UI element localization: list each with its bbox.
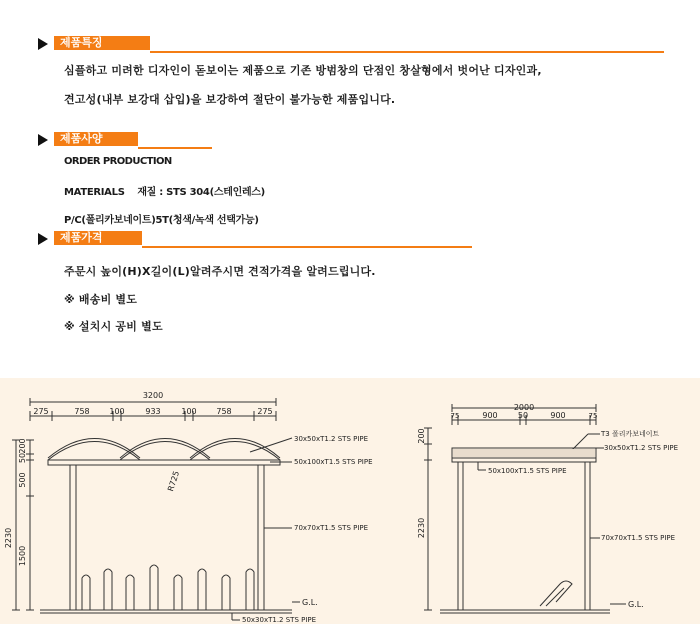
- section-price-title: 제품가격: [60, 231, 103, 244]
- dim-segment: 275: [257, 407, 273, 416]
- dim-segment: 900: [550, 411, 566, 420]
- specs-line-2: MATERIALS 재질 : STS 304(스테인레스): [64, 187, 265, 198]
- dim-segment: 75: [588, 412, 598, 420]
- label-cover: T3 폴리카보네이트: [601, 430, 660, 438]
- price-line-1: 주문시 높이(H)X길이(L)알려주시면 견적가격을 알려드립니다.: [64, 265, 376, 278]
- price-line-2: ※ 배송비 별도: [64, 293, 138, 306]
- specs-line-1: ORDER PRODUCTION: [64, 156, 172, 167]
- dim-segment: 100: [181, 407, 197, 416]
- features-line-2: 견고성(내부 보강대 삽입)을 보강하여 절단이 불가능한 제품입니다.: [64, 93, 396, 106]
- section-divider: [142, 246, 472, 248]
- label-base: 50x30xT1.2 STS PIPE: [242, 616, 317, 624]
- section-divider: [150, 51, 664, 53]
- dim-segment: 758: [216, 407, 232, 416]
- dim-height-part: 500: [18, 472, 27, 488]
- section-specs-title: 제품사양: [60, 132, 103, 145]
- dim-height-part: 1500: [18, 545, 27, 567]
- section-features-tab: [54, 36, 150, 50]
- dim-total-width: 3200: [142, 391, 164, 400]
- label-ground: G.L.: [302, 598, 318, 607]
- dim-total-width-right: 2000: [513, 403, 535, 412]
- technical-drawing: [0, 378, 700, 624]
- dim-segment: 900: [482, 411, 498, 420]
- dim-height-total: 2230: [4, 527, 13, 549]
- section-features-title: 제품특징: [60, 36, 103, 49]
- dim-segment: 75: [450, 412, 460, 420]
- section-price-tab: [54, 231, 142, 245]
- section-price-header: [38, 231, 478, 249]
- label-top-pipe-right: 30x50xT1.2 STS PIPE: [604, 444, 679, 452]
- dim-height-part: 200: [18, 438, 27, 454]
- features-line-1: 심플하고 미려한 디자인이 돋보이는 제품으로 기존 방범창의 단점인 창살형에서 벗어난 디자인과,: [64, 64, 542, 77]
- dim-segment: 275: [33, 407, 49, 416]
- dim-segment: 933: [145, 407, 161, 416]
- specs-line-3: P/C(폴리카보네이트)5T(청색/녹색 선택가능): [64, 215, 259, 226]
- section-features-header: [38, 36, 668, 54]
- section-divider: [138, 147, 212, 149]
- label-post-right: 70x70xT1.5 STS PIPE: [601, 534, 676, 542]
- dim-segment: 100: [109, 407, 125, 416]
- arrow-right-icon: [38, 38, 48, 50]
- dim-segment: 50: [517, 411, 529, 420]
- dim-height-top-right: 200: [417, 428, 426, 444]
- dim-height-total-right: 2230: [417, 517, 426, 539]
- label-beam: 50x100xT1.5 STS PIPE: [294, 458, 373, 466]
- arrow-right-icon: [38, 233, 48, 245]
- section-specs-header: [38, 132, 218, 150]
- label-post: 70x70xT1.5 STS PIPE: [294, 524, 369, 532]
- dim-radius: R725: [166, 469, 182, 493]
- label-beam-right: 50x100xT1.5 STS PIPE: [488, 467, 567, 475]
- label-top-pipe: 30x50xT1.2 STS PIPE: [294, 435, 369, 443]
- dim-height-part: 50: [18, 452, 27, 464]
- polycarbonate-cover: [453, 449, 595, 457]
- label-ground-right: G.L.: [628, 600, 644, 609]
- section-specs-tab: [54, 132, 138, 146]
- dim-segment: 758: [74, 407, 90, 416]
- drawing-svg: [0, 378, 700, 624]
- price-line-3: ※ 설치시 공비 별도: [64, 320, 163, 333]
- arrow-right-icon: [38, 134, 48, 146]
